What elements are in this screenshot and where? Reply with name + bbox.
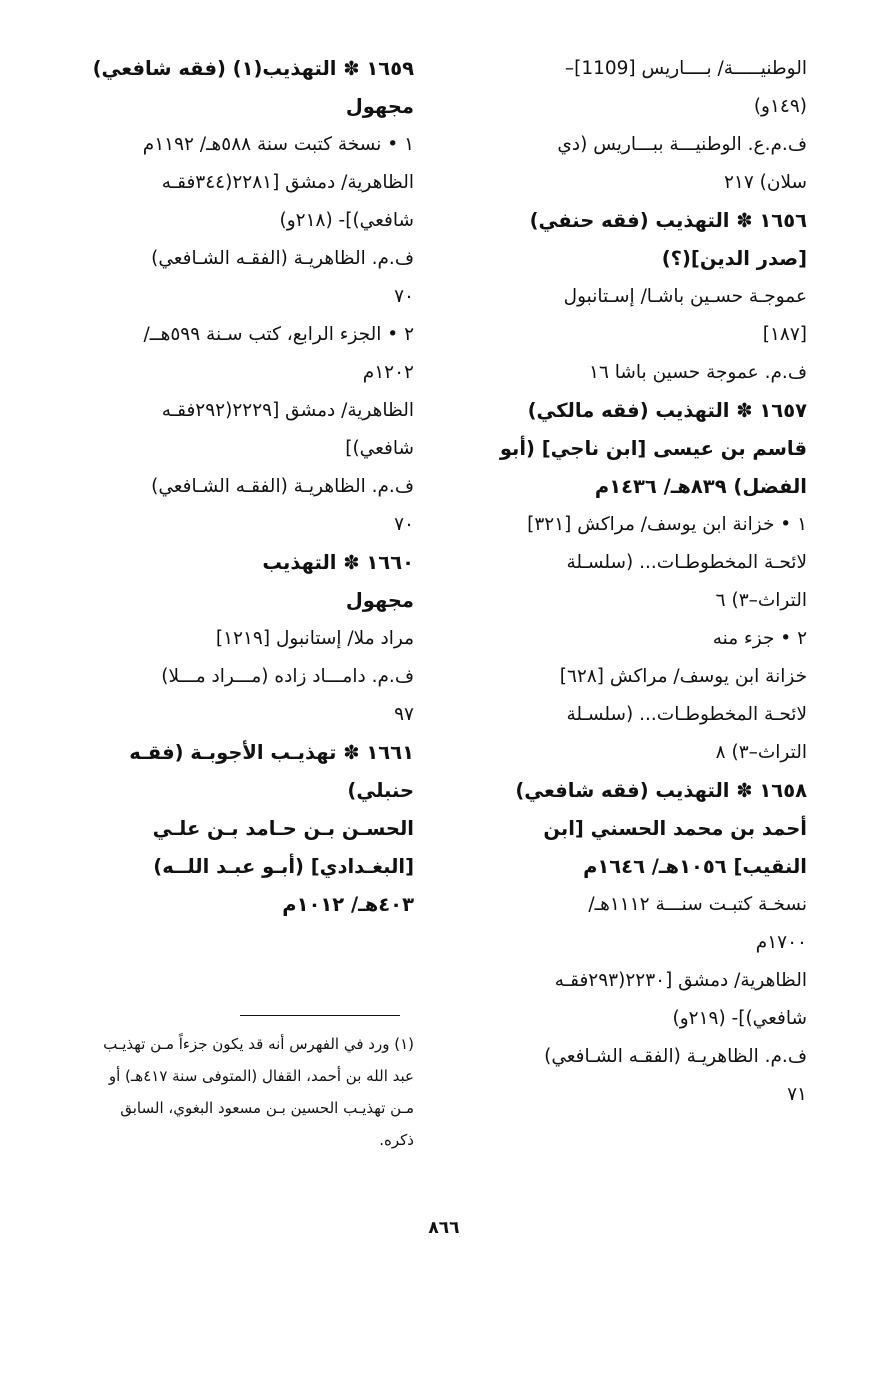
left-column-line: ١ • نسخة كتبت سنة ٥٨٨هـ/ ١١٩٢م (142, 134, 414, 155)
left-column-line: ١٦٥٩ ✽ التهذيب(١) (فقه شافعي) (92, 57, 414, 80)
right-column-line: الظاهرية/ دمشق [٢٢٣٠(٢٩٣فقـه (554, 970, 807, 991)
left-column-line: [البغـدادي] (أبـو عبـد اللــه) (153, 855, 414, 878)
right-column-line: نسخـة كتبـت سنـــة ١١١٢هـ/ (588, 894, 807, 915)
left-column-line: ٤٠٣هـ/ ١٠١٢م (282, 893, 414, 916)
right-column-line: خزانة ابن يوسف/ مراكش [٦٢٨] (559, 666, 807, 687)
left-column-line: مراد ملا/ إستانبول [١٢١٩] (215, 628, 414, 649)
right-column-line: عموجـة حسـين باشـا/ إسـتانبول (563, 286, 807, 307)
footnote-separator (240, 1015, 400, 1016)
left-column-line: حنبلي) (347, 779, 414, 802)
footnote-line: (١) ورد في الفهرس أنه قد يكون جزءاً مـن تهذيـب (103, 1035, 414, 1053)
footnote-line: مـن تهذيـب الحسين بـن مسعود البغوي، السابق (120, 1099, 414, 1117)
right-column-line: قاسم بن عيسى [ابن ناجي] (أبو (499, 437, 807, 460)
footnote-line: عبد الله بن أحمد، القفال (المتوفى سنة ٤١٧هـ) أو (108, 1067, 414, 1085)
right-column-line: ٧١ (787, 1084, 807, 1105)
page-number: ٨٦٦ (428, 1218, 460, 1238)
left-column-line: الظاهرية/ دمشق [٢٢٨١(٣٤٤فقـه (161, 172, 414, 193)
right-column-line: الوطنيـــــة/ بــــاريس [1109]– (564, 58, 807, 79)
right-column-line: التراث–٣) ٦ (715, 590, 807, 611)
right-column-line: ١٦٥٧ ✽ التهذيب (فقه مالكي) (527, 399, 807, 422)
left-column-line: شافعي)]- (٢١٨و) (279, 210, 414, 231)
footnote (62, 1028, 414, 1156)
left-column-line: ١٦٦١ ✽ تهذيـب الأجوبـة (فقـه (129, 741, 414, 764)
right-column-line: (١٤٩و) (753, 96, 807, 117)
right-column-line: ١٦٥٦ ✽ التهذيب (فقه حنفي) (529, 209, 807, 232)
footnote-line: ذكره. (379, 1131, 414, 1149)
left-column-line: الظاهرية/ دمشق [٢٢٢٩(٢٩٢فقـه (161, 400, 414, 421)
right-column-line: لائحـة المخطوطـات... (سلسـلة (566, 704, 807, 725)
right-column-line: الفضل) ٨٣٩هـ/ ١٤٣٦م (594, 475, 807, 498)
left-column-line: ف.م. الظاهريـة (الفقـه الشـافعي) (151, 248, 414, 269)
left-column-line: شافعي)] (345, 438, 414, 459)
right-column-line: [صدر الدين](؟) (661, 247, 807, 270)
right-column-line: شافعي)]- (٢١٩و) (672, 1008, 807, 1029)
right-column-line: لائحـة المخطوطـات... (سلسـلة (566, 552, 807, 573)
left-column-line: ١٢٠٢م (362, 362, 414, 383)
right-column-line: النقيب] ١٠٥٦هـ/ ١٦٤٦م (583, 855, 807, 878)
left-column-line: مجهول (345, 589, 414, 612)
left-column-line: ٩٧ (394, 704, 414, 725)
right-column-line: ف.م. عموجة حسين باشا ١٦ (589, 362, 807, 383)
right-column-line: [١٨٧] (762, 324, 807, 345)
right-column-line: ٢ • جزء منه (712, 628, 807, 649)
right-column-line: التراث–٣) ٨ (715, 742, 807, 763)
left-column-line: ف.م. دامـــاد زاده (مـــراد مـــلا) (161, 666, 414, 687)
right-column (462, 50, 807, 1114)
left-column-line: ٧٠ (394, 514, 414, 535)
right-column-line: أحمد بن محمد الحسني [ابن (543, 817, 807, 840)
left-column-line: الحسـن بـن حـامد بـن علـي (152, 817, 414, 840)
right-column-line: ١٦٥٨ ✽ التهذيب (فقه شافعي) (515, 779, 807, 802)
left-column (62, 50, 414, 924)
left-column-line: ف.م. الظاهريـة (الفقـه الشـافعي) (151, 476, 414, 497)
right-column-line: ١٧٠٠م (755, 932, 807, 953)
left-column-line: مجهول (345, 95, 414, 118)
right-column-line: سلان) ٢١٧ (723, 172, 807, 193)
right-column-line: ف.م.ع. الوطنيـــة ببـــاريس (دي (557, 134, 807, 155)
right-column-line: ١ • خزانة ابن يوسف/ مراكش [٣٢١] (527, 514, 807, 535)
right-column-line: ف.م. الظاهريـة (الفقـه الشـافعي) (544, 1046, 807, 1067)
left-column-line: ٢ • الجزء الرابع، كتب سـنة ٥٩٩هــ/ (143, 324, 414, 345)
left-column-line: ١٦٦٠ ✽ التهذيب (262, 551, 414, 574)
left-column-line: ٧٠ (394, 286, 414, 307)
